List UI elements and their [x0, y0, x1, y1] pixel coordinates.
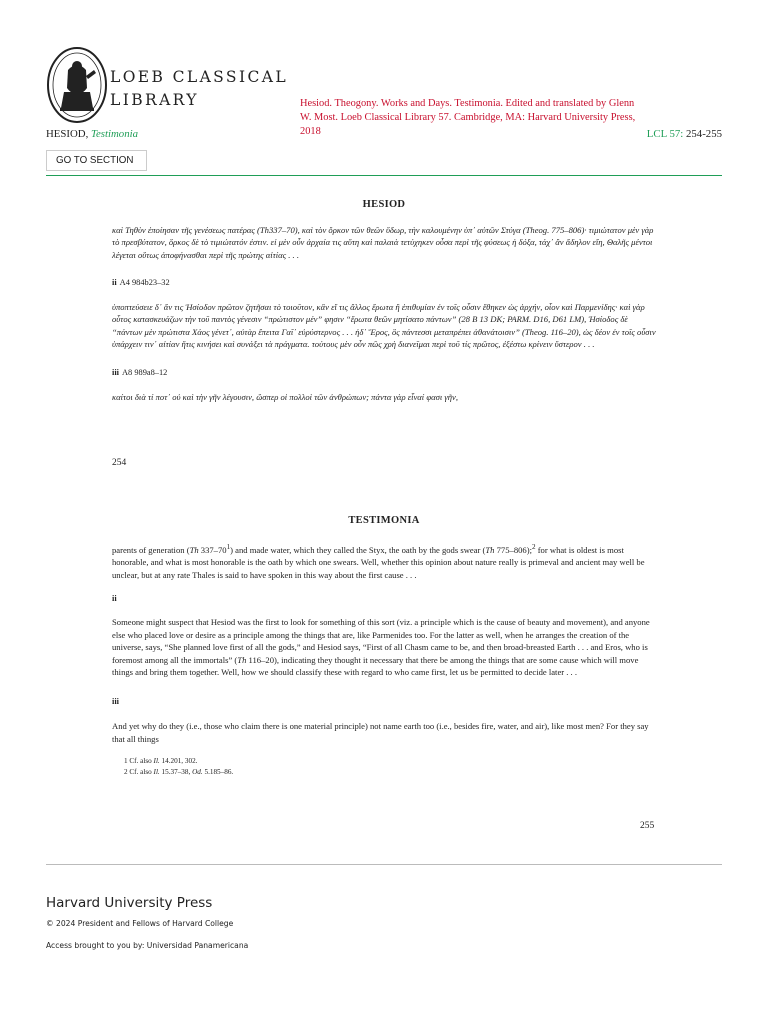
- loeb-logo[interactable]: [46, 46, 108, 124]
- text: Th: [485, 544, 495, 555]
- work-title[interactable]: Testimonia: [91, 128, 138, 140]
- text: Th: [237, 654, 247, 665]
- brand-line-2: LIBRARY: [110, 91, 199, 109]
- footer-divider: [46, 864, 722, 865]
- footnote-ref-2[interactable]: 2: [531, 543, 536, 551]
- section-ref: A8 989a8–12: [121, 368, 168, 377]
- footer-copyright: © 2024 President and Fellows of Harvard College: [46, 919, 234, 928]
- english-paragraph-1: [112, 541, 656, 582]
- greek-paragraph-1: καὶ Τηθὺν ἐποίησαν τῆς γενέσεως πατέρας (Th337–70), καὶ τὸν ὅρκον τῶν θεῶν ὕδωρ, τὴν καλουμένην ὑπ᾽ αὐτῶν Στύγα (Theog. 775–806)· τιμιώτατον μὲν γὰρ τὸ πρεσβύτατον, ὅρκος δὲ τὸ τιμιώτατόν ἐστιν. εἰ μὲν οὖν ἀρχαία τις αὕτη καὶ παλαιὰ τετύχηκεν οὖσα περὶ τῆς φύσεως ἡ δόξα, τάχ᾽ ἂν ἄδηλον εἴη, Θαλῆς μέντοι λέγεται οὕτως ἀποφήνασθαι περὶ τῆς πρώτης αἰτίας . . .: [112, 225, 654, 260]
- text: Od.: [192, 768, 203, 776]
- greek-page-title: HESIOD: [362, 199, 406, 210]
- author-name: HESIOD,: [46, 128, 89, 140]
- lcl-reference: [647, 128, 722, 140]
- citation: Hesiod. Theogony. Works and Days. Testimonia. Edited and translated by Glenn W. Most. Loeb Classical Library 57. Cambridge, MA: Harvard University Press, 2018: [300, 98, 636, 137]
- text: for what is oldest is most honorable, and what is most honorable is the oath by which one swears. Well, whether this opinion about nature really is primeval and ancient may well be unclear, but at any rate Thales is said to have spoken in this way about the first cause . . .: [112, 544, 645, 581]
- footer-publisher[interactable]: Harvard University Press: [46, 895, 213, 911]
- section-num: ii: [112, 278, 117, 287]
- footnote-2: [124, 767, 233, 777]
- text: ) and made water, which they called the Styx, the oath by the gods swear (: [230, 544, 486, 555]
- page-number-254: 254: [112, 458, 127, 468]
- section-num: iii: [112, 697, 119, 706]
- text: Someone might suspect that Hesiod was the first to look for something of this sort (viz. a principle which is the cause of beauty and movement), and anyone else who placed love or desire as a principle among the things that are, like Parmenides too. For the latter as well, when he arranges the creation of the universe, says, “She planned love first of all the gods,” and Hesiod says, “First of all Chasm came to be, and then broad-breasted Earth . . . and Eros, who is foremost among all the immortals” (: [112, 617, 650, 665]
- text: Th: [189, 544, 199, 555]
- english-section-ii-label: [112, 594, 120, 603]
- lcl-pages: 254-255: [686, 128, 722, 140]
- greek-section-iii-label: [112, 368, 167, 377]
- greek-paragraph-3: καίτοι διὰ τί ποτ᾽ οὐ καὶ τὴν γῆν λέγουσιν, ὥσπερ οἱ πολλοὶ τῶν ἀνθρώπων; πάντα γὰρ εἶναί φασι γῆν,: [112, 392, 458, 402]
- footer-access: Access brought to you by: Universidad Panamericana: [46, 941, 249, 950]
- author-work: [46, 128, 138, 140]
- text: 14.201, 302.: [159, 757, 198, 765]
- text: 337–70: [198, 544, 227, 555]
- greek-section-ii-label: [112, 278, 170, 287]
- text: 15.37–38,: [159, 768, 193, 776]
- text: 775–806);: [494, 544, 532, 555]
- text: 2 Cf. also: [124, 768, 154, 776]
- brand-name[interactable]: [110, 66, 288, 112]
- text: 116–20), indicating they thought it necessary that there be among the things that are some cause which will move things and bring them together. Well, how we should classify these with regard to who came first, let us be permitted to decide later . . .: [112, 654, 639, 678]
- english-paragraph-3: And yet why do they (i.e., those who claim there is one material principle) not name earth too (i.e., besides fire, water, and air), like most men? For they say that all things: [112, 721, 649, 744]
- page-number-255: 255: [640, 821, 655, 831]
- english-paragraph-2: [112, 616, 656, 679]
- section-num: iii: [112, 368, 119, 377]
- text: 5.185–86.: [202, 768, 234, 776]
- footnote-1: [124, 756, 197, 766]
- text: Il.: [153, 768, 160, 776]
- divider: [46, 175, 722, 176]
- brand-line-1: LOEB CLASSICAL: [110, 68, 289, 86]
- english-section-iii-label: [112, 697, 122, 706]
- text: Il.: [153, 757, 160, 765]
- section-num: ii: [112, 594, 117, 603]
- footnote-ref-1[interactable]: 1: [226, 543, 231, 551]
- greek-paragraph-2: ὑποπτεύσειε δ᾽ ἄν τις Ἡσίοδον πρῶτον ζητῆσαι τὸ τοιοῦτον, κἂν εἴ τις ἄλλος ἔρωτα ἢ ἐπιθυμίαν ἐν τοῖς οὖσιν ἔθηκεν ὡς ἀρχήν, οἷον καὶ Παρμενίδης· καὶ γὰρ οὗτος κατασκευάζων τὴν τοῦ παντὸς γένεσιν “πρώτιστον μέν” φησιν “ἔρωτα θεῶν μητίσατο πάντων” (28 B 13 DK; PARM. D16, D61 LM), Ἡσίοδος δὲ “πάντων μὲν πρώτιστα Χάος γένετ᾽, αὐτὰρ ἔπειτα Γαῖ᾽ εὐρύστερνος . . . ἠδ᾽ Ἔρος, ὃς πάντεσσι μεταπρέπει ἀθανάτοισιν” (Theog. 116–20), ὡς δέον ἐν τοῖς οὖσιν ὑπάρχειν τιν᾽ αἰτίαν ἥτις κινήσει καὶ συνάξει τὰ πράγματα. τούτους μὲν οὖν πῶς χρὴ διανεῖμαι περὶ τοῦ τίς πρῶτος, ἐξέστω κρίνειν ὕστερον . . .: [112, 302, 656, 350]
- english-page-title: TESTIMONIA: [348, 515, 420, 526]
- text: parents of generation (: [112, 544, 190, 555]
- text: 1 Cf. also: [124, 757, 154, 765]
- lcl-label[interactable]: LCL 57:: [646, 128, 684, 140]
- volume-header: [46, 128, 722, 144]
- seal-icon: [46, 46, 108, 124]
- section-ref: A4 984b23–32: [119, 278, 170, 287]
- go-to-section-button[interactable]: GO TO SECTION: [46, 150, 147, 171]
